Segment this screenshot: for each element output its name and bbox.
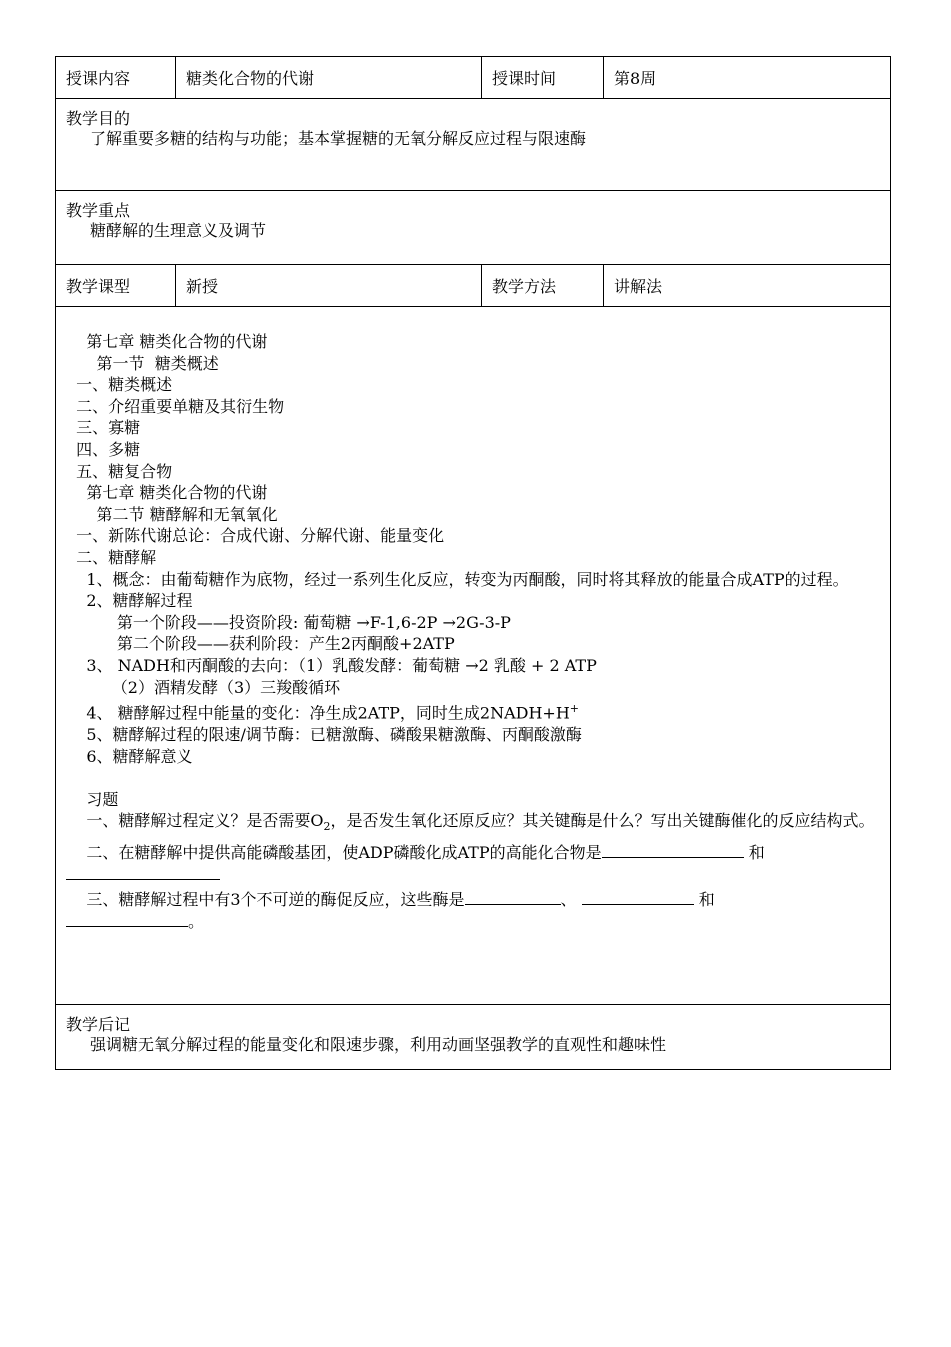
answer-blank[interactable]	[66, 912, 188, 927]
type-row	[56, 265, 890, 307]
postscript-row	[56, 1005, 890, 1069]
content-value: 糖类化合物的代谢	[176, 57, 482, 98]
section-title: 第一节 糖类概述	[66, 353, 219, 373]
time-value: 第8周	[614, 69, 657, 88]
content-row	[56, 307, 890, 1005]
chapter-title: 第七章 糖类化合物的代谢	[66, 332, 268, 351]
content-line: 2、糖酵解过程	[66, 591, 193, 611]
content-line: 第一个阶段——投资阶段: 葡萄糖 →F-1,6-2P →2G-3-P	[66, 612, 511, 632]
answer-blank[interactable]	[582, 890, 694, 905]
content-line: 三、寡糖	[66, 418, 141, 438]
objective-text: 了解重要多糖的结构与功能；基本掌握糖的无氧分解反应过程与限速酶	[90, 129, 587, 148]
content-line: 二、糖酵解	[66, 547, 157, 567]
lesson-content	[56, 307, 890, 1004]
content-line: 3、 NADH和丙酮酸的去向：（1）乳酸发酵：葡萄糖 →2 乳酸 + 2 ATP	[66, 655, 597, 675]
postscript-text: 强调糖无氧分解过程的能量变化和限速步骤，利用动画坚强教学的直观性和趣味性	[90, 1035, 667, 1054]
lesson-plan-table	[55, 56, 891, 1070]
answer-blank[interactable]	[465, 890, 561, 905]
postscript-label: 教学后记	[66, 1015, 131, 1034]
spacer	[66, 767, 880, 789]
content-line: 1、概念：由葡萄糖作为底物，经过一系列生化反应，转变为丙酮酸，同时将其释放的能量合成ATP的过程。	[66, 569, 849, 589]
type-value: 新授	[176, 265, 482, 306]
content-line: 一、新陈代谢总论：合成代谢、分解代谢、能量变化	[66, 526, 445, 546]
objective-block	[56, 99, 890, 190]
focus-text: 糖酵解的生理意义及调节	[90, 221, 267, 240]
content-line: （2）酒精发酵（3）三羧酸循环	[66, 677, 341, 697]
exercise-1-text-b: ，是否发生氧化还原反应？其关键酶是什么？写出关键酶催化的反应结构式。	[330, 811, 875, 831]
objective-row	[56, 99, 890, 191]
header-row	[56, 57, 890, 99]
content-line: 五、糖复合物	[66, 461, 173, 481]
exercise-3-and: 和	[693, 890, 715, 910]
exercise-3-sep: 、	[560, 890, 577, 910]
method-label: 教学方法	[482, 265, 604, 306]
exercise-1-text-a: 一、糖酵解过程定义？是否需要O	[66, 811, 324, 831]
content-line: 第二个阶段——获利阶段：产生2丙酮酸+2ATP	[66, 634, 455, 654]
subscript-2: 2	[323, 820, 331, 834]
postscript-block	[56, 1005, 890, 1069]
superscript-plus: +	[569, 702, 580, 716]
content-label: 授课内容	[56, 57, 176, 98]
content-line: 二、介绍重要单糖及其衍生物	[66, 396, 285, 416]
energy-text: 4、 糖酵解过程中能量的变化：净生成2ATP，同时生成2NADH+H	[66, 703, 570, 723]
exercise-3-end: 。	[188, 911, 205, 931]
focus-row	[56, 191, 890, 265]
exercise-3	[66, 889, 880, 932]
chapter-title: 第七章 糖类化合物的代谢	[66, 483, 268, 503]
exercise-title: 习题	[66, 789, 119, 809]
content-line: 5、糖酵解过程的限速/调节酶：已糖激酶、磷酸果糖激酶、丙酮酸激酶	[66, 725, 582, 745]
answer-blank[interactable]	[66, 865, 220, 880]
content-line: 一、糖类概述	[66, 375, 173, 395]
exercise-2-and: 和	[743, 843, 765, 863]
focus-label: 教学重点	[66, 201, 131, 220]
content-line: 四、多糖	[66, 439, 141, 459]
time-label: 授课时间	[482, 57, 604, 98]
objective-label: 教学目的	[66, 109, 131, 128]
exercise-2-text: 二、在糖酵解中提供高能磷酸基团，使ADP磷酸化成ATP的高能化合物是	[66, 843, 602, 863]
section-title: 第二节 糖酵解和无氧氧化	[66, 504, 278, 524]
content-line: 6、糖酵解意义	[66, 746, 193, 766]
exercise-3-text: 三、糖酵解过程中有3个不可逆的酶促反应，这些酶是	[66, 890, 465, 910]
exercise-2	[66, 842, 880, 885]
answer-blank[interactable]	[602, 843, 744, 858]
exercise-1	[66, 810, 880, 838]
type-label: 教学课型	[56, 265, 176, 306]
focus-block	[56, 191, 890, 264]
method-value: 讲解法	[614, 277, 663, 296]
content-line	[66, 698, 880, 724]
